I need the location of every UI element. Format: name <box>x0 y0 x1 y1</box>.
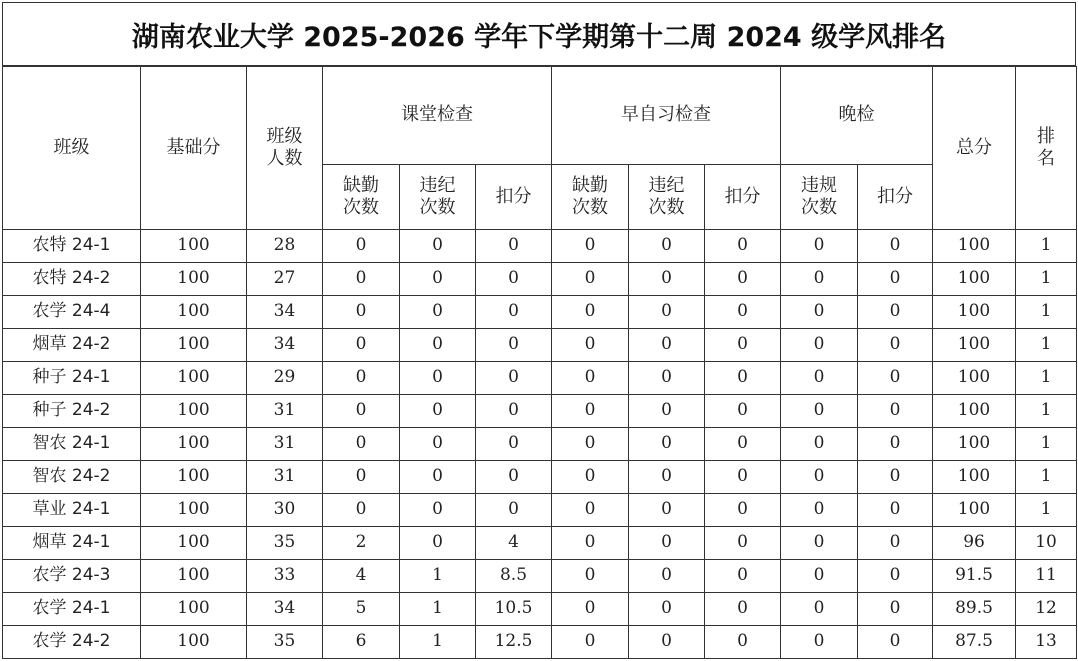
cell-evening-violation: 0 <box>781 362 858 395</box>
cell-rank: 1 <box>1016 362 1077 395</box>
cell-morning-absent: 0 <box>552 263 629 296</box>
cell-total: 100 <box>933 395 1016 428</box>
cell-class-size: 34 <box>247 593 323 626</box>
cell-classroom-violation: 0 <box>400 230 476 263</box>
cell-evening-violation: 0 <box>781 461 858 494</box>
cell-classroom-absent: 4 <box>323 560 400 593</box>
cell-class: 农学 24-3 <box>3 560 141 593</box>
header-morning-deduct: 扣分 <box>705 165 781 230</box>
cell-class-size: 35 <box>247 626 323 659</box>
cell-class-size: 31 <box>247 395 323 428</box>
cell-class: 烟草 24-1 <box>3 527 141 560</box>
cell-class-size: 35 <box>247 527 323 560</box>
cell-morning-violation: 0 <box>629 395 705 428</box>
cell-evening-violation: 0 <box>781 395 858 428</box>
cell-class-size: 28 <box>247 230 323 263</box>
header-evening-check: 晚检 <box>781 67 933 165</box>
cell-classroom-violation: 0 <box>400 494 476 527</box>
header-classroom-absent: 缺勤 次数 <box>323 165 400 230</box>
cell-total: 100 <box>933 296 1016 329</box>
cell-class-size: 33 <box>247 560 323 593</box>
cell-classroom-deduct: 0 <box>476 395 552 428</box>
header-rank: 排 名 <box>1016 67 1077 230</box>
cell-morning-deduct: 0 <box>705 494 781 527</box>
cell-classroom-absent: 0 <box>323 395 400 428</box>
header-base-score: 基础分 <box>141 67 247 230</box>
cell-morning-deduct: 0 <box>705 626 781 659</box>
cell-class-size: 29 <box>247 362 323 395</box>
cell-morning-absent: 0 <box>552 362 629 395</box>
cell-total: 87.5 <box>933 626 1016 659</box>
cell-class: 农学 24-2 <box>3 626 141 659</box>
cell-morning-absent: 0 <box>552 494 629 527</box>
cell-base-score: 100 <box>141 428 247 461</box>
cell-morning-violation: 0 <box>629 593 705 626</box>
cell-morning-absent: 0 <box>552 230 629 263</box>
cell-morning-violation: 0 <box>629 230 705 263</box>
table-row <box>3 626 1077 659</box>
cell-classroom-violation: 0 <box>400 329 476 362</box>
cell-total: 100 <box>933 494 1016 527</box>
cell-morning-absent: 0 <box>552 395 629 428</box>
cell-rank: 12 <box>1016 593 1077 626</box>
cell-classroom-violation: 0 <box>400 527 476 560</box>
cell-classroom-deduct: 0 <box>476 296 552 329</box>
cell-class-size: 31 <box>247 428 323 461</box>
header-total: 总分 <box>933 67 1016 230</box>
cell-evening-violation: 0 <box>781 296 858 329</box>
cell-evening-violation: 0 <box>781 230 858 263</box>
cell-morning-absent: 0 <box>552 593 629 626</box>
table-row <box>3 560 1077 593</box>
cell-evening-deduct: 0 <box>858 527 933 560</box>
cell-evening-deduct: 0 <box>858 296 933 329</box>
cell-classroom-absent: 0 <box>323 362 400 395</box>
cell-evening-deduct: 0 <box>858 230 933 263</box>
table-row <box>3 263 1077 296</box>
table-row <box>3 296 1077 329</box>
cell-classroom-absent: 0 <box>323 329 400 362</box>
table-row <box>3 494 1077 527</box>
cell-total: 100 <box>933 329 1016 362</box>
cell-total: 100 <box>933 428 1016 461</box>
cell-evening-violation: 0 <box>781 626 858 659</box>
table-row <box>3 395 1077 428</box>
cell-morning-deduct: 0 <box>705 461 781 494</box>
cell-morning-deduct: 0 <box>705 428 781 461</box>
cell-classroom-violation: 1 <box>400 626 476 659</box>
header-evening-violation: 违规 次数 <box>781 165 858 230</box>
cell-morning-violation: 0 <box>629 560 705 593</box>
cell-base-score: 100 <box>141 230 247 263</box>
cell-morning-violation: 0 <box>629 626 705 659</box>
cell-classroom-absent: 0 <box>323 461 400 494</box>
table-row <box>3 461 1077 494</box>
cell-classroom-deduct: 0 <box>476 362 552 395</box>
cell-rank: 1 <box>1016 329 1077 362</box>
cell-class: 智农 24-2 <box>3 461 141 494</box>
cell-base-score: 100 <box>141 296 247 329</box>
cell-classroom-deduct: 12.5 <box>476 626 552 659</box>
cell-morning-violation: 0 <box>629 329 705 362</box>
cell-evening-violation: 0 <box>781 428 858 461</box>
cell-classroom-deduct: 0 <box>476 494 552 527</box>
cell-evening-violation: 0 <box>781 263 858 296</box>
header-evening-deduct: 扣分 <box>858 165 933 230</box>
cell-classroom-deduct: 0 <box>476 263 552 296</box>
cell-base-score: 100 <box>141 362 247 395</box>
cell-total: 89.5 <box>933 593 1016 626</box>
cell-base-score: 100 <box>141 593 247 626</box>
cell-morning-absent: 0 <box>552 626 629 659</box>
cell-classroom-deduct: 0 <box>476 428 552 461</box>
cell-morning-violation: 0 <box>629 527 705 560</box>
header-classroom-check: 课堂检查 <box>323 67 552 165</box>
cell-morning-absent: 0 <box>552 461 629 494</box>
cell-rank: 11 <box>1016 560 1077 593</box>
cell-class: 种子 24-2 <box>3 395 141 428</box>
cell-base-score: 100 <box>141 461 247 494</box>
cell-class-size: 34 <box>247 296 323 329</box>
cell-total: 100 <box>933 362 1016 395</box>
cell-base-score: 100 <box>141 527 247 560</box>
cell-morning-deduct: 0 <box>705 527 781 560</box>
header-class: 班级 <box>3 67 141 230</box>
cell-evening-deduct: 0 <box>858 329 933 362</box>
cell-morning-deduct: 0 <box>705 395 781 428</box>
cell-evening-violation: 0 <box>781 560 858 593</box>
header-morning-violation: 违纪 次数 <box>629 165 705 230</box>
cell-class-size: 34 <box>247 329 323 362</box>
cell-base-score: 100 <box>141 263 247 296</box>
cell-classroom-absent: 0 <box>323 230 400 263</box>
cell-base-score: 100 <box>141 560 247 593</box>
cell-class: 农特 24-2 <box>3 263 141 296</box>
cell-classroom-deduct: 0 <box>476 329 552 362</box>
cell-classroom-violation: 1 <box>400 593 476 626</box>
cell-class: 智农 24-1 <box>3 428 141 461</box>
cell-evening-deduct: 0 <box>858 461 933 494</box>
cell-rank: 1 <box>1016 263 1077 296</box>
cell-classroom-absent: 6 <box>323 626 400 659</box>
cell-class: 种子 24-1 <box>3 362 141 395</box>
table-row <box>3 329 1077 362</box>
ranking-table <box>2 66 1077 659</box>
cell-evening-violation: 0 <box>781 494 858 527</box>
cell-classroom-deduct: 8.5 <box>476 560 552 593</box>
cell-morning-violation: 0 <box>629 461 705 494</box>
header-row-main <box>3 67 1077 165</box>
cell-morning-deduct: 0 <box>705 593 781 626</box>
cell-base-score: 100 <box>141 395 247 428</box>
header-classroom-deduct: 扣分 <box>476 165 552 230</box>
cell-morning-violation: 0 <box>629 494 705 527</box>
cell-evening-violation: 0 <box>781 593 858 626</box>
cell-morning-deduct: 0 <box>705 329 781 362</box>
cell-classroom-violation: 1 <box>400 560 476 593</box>
cell-classroom-deduct: 10.5 <box>476 593 552 626</box>
cell-classroom-absent: 5 <box>323 593 400 626</box>
cell-classroom-absent: 0 <box>323 296 400 329</box>
header-classroom-violation: 违纪 次数 <box>400 165 476 230</box>
page-title: 湖南农业大学 2025-2026 学年下学期第十二周 2024 级学风排名 <box>2 2 1076 66</box>
cell-class: 烟草 24-2 <box>3 329 141 362</box>
cell-classroom-deduct: 4 <box>476 527 552 560</box>
cell-rank: 1 <box>1016 428 1077 461</box>
cell-total: 100 <box>933 461 1016 494</box>
cell-evening-deduct: 0 <box>858 362 933 395</box>
cell-total: 100 <box>933 263 1016 296</box>
cell-classroom-absent: 0 <box>323 263 400 296</box>
cell-classroom-violation: 0 <box>400 461 476 494</box>
cell-class: 农特 24-1 <box>3 230 141 263</box>
cell-morning-violation: 0 <box>629 296 705 329</box>
cell-rank: 1 <box>1016 296 1077 329</box>
cell-morning-violation: 0 <box>629 428 705 461</box>
cell-morning-violation: 0 <box>629 263 705 296</box>
cell-classroom-absent: 0 <box>323 428 400 461</box>
header-morning-absent: 缺勤 次数 <box>552 165 629 230</box>
cell-evening-deduct: 0 <box>858 626 933 659</box>
cell-morning-absent: 0 <box>552 560 629 593</box>
cell-evening-deduct: 0 <box>858 560 933 593</box>
cell-classroom-absent: 0 <box>323 494 400 527</box>
cell-classroom-violation: 0 <box>400 428 476 461</box>
cell-morning-deduct: 0 <box>705 263 781 296</box>
cell-morning-absent: 0 <box>552 329 629 362</box>
cell-morning-deduct: 0 <box>705 296 781 329</box>
header-class-size: 班级 人数 <box>247 67 323 230</box>
cell-base-score: 100 <box>141 329 247 362</box>
cell-morning-absent: 0 <box>552 296 629 329</box>
cell-evening-violation: 0 <box>781 329 858 362</box>
cell-evening-deduct: 0 <box>858 395 933 428</box>
table-row <box>3 362 1077 395</box>
cell-class-size: 27 <box>247 263 323 296</box>
cell-class-size: 31 <box>247 461 323 494</box>
cell-evening-deduct: 0 <box>858 494 933 527</box>
cell-classroom-violation: 0 <box>400 263 476 296</box>
cell-total: 96 <box>933 527 1016 560</box>
cell-rank: 1 <box>1016 494 1077 527</box>
cell-evening-deduct: 0 <box>858 593 933 626</box>
cell-class: 草业 24-1 <box>3 494 141 527</box>
table-row <box>3 230 1077 263</box>
cell-rank: 1 <box>1016 395 1077 428</box>
cell-classroom-absent: 2 <box>323 527 400 560</box>
cell-morning-deduct: 0 <box>705 362 781 395</box>
header-morning-check: 早自习检查 <box>552 67 781 165</box>
cell-classroom-deduct: 0 <box>476 230 552 263</box>
cell-classroom-violation: 0 <box>400 395 476 428</box>
cell-classroom-deduct: 0 <box>476 461 552 494</box>
table-row <box>3 428 1077 461</box>
cell-rank: 1 <box>1016 230 1077 263</box>
cell-total: 100 <box>933 230 1016 263</box>
cell-morning-absent: 0 <box>552 428 629 461</box>
cell-class: 农学 24-1 <box>3 593 141 626</box>
cell-rank: 13 <box>1016 626 1077 659</box>
cell-morning-deduct: 0 <box>705 230 781 263</box>
cell-base-score: 100 <box>141 626 247 659</box>
cell-class: 农学 24-4 <box>3 296 141 329</box>
cell-evening-deduct: 0 <box>858 263 933 296</box>
cell-total: 91.5 <box>933 560 1016 593</box>
cell-classroom-violation: 0 <box>400 296 476 329</box>
cell-class-size: 30 <box>247 494 323 527</box>
cell-classroom-violation: 0 <box>400 362 476 395</box>
table-row <box>3 593 1077 626</box>
table-row <box>3 527 1077 560</box>
cell-morning-absent: 0 <box>552 527 629 560</box>
cell-morning-violation: 0 <box>629 362 705 395</box>
cell-rank: 1 <box>1016 461 1077 494</box>
cell-rank: 10 <box>1016 527 1077 560</box>
cell-evening-deduct: 0 <box>858 428 933 461</box>
cell-base-score: 100 <box>141 494 247 527</box>
cell-evening-violation: 0 <box>781 527 858 560</box>
cell-morning-deduct: 0 <box>705 560 781 593</box>
